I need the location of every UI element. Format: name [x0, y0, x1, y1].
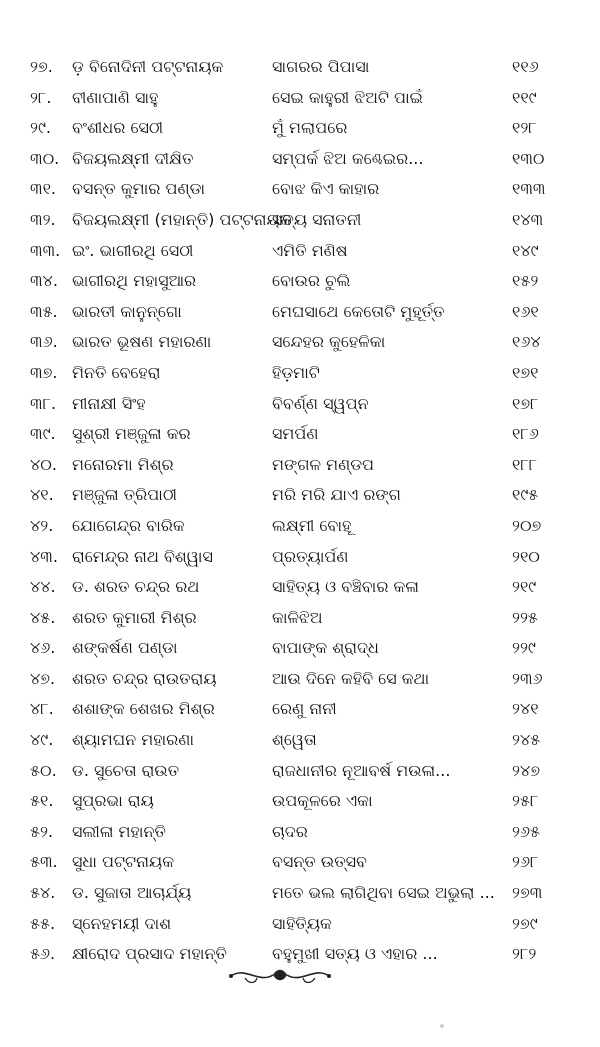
entry-title: କାଳିଝିଅ [272, 607, 323, 627]
entry-page-number: ୧୮୬ [512, 424, 539, 444]
entry-title: ଆଉ ଦିନେ କହିବି ସେ କଥା [272, 668, 430, 688]
entry-author: ଶରତ କୁମାରୀ ମିଶ୍ର [72, 607, 197, 627]
entry-page-number: ୨୪୧ [512, 699, 539, 719]
toc-entry [0, 603, 600, 634]
toc-entry [0, 480, 600, 511]
toc-entry [0, 909, 600, 940]
entry-number: ୨୯. [30, 118, 52, 138]
entry-page-number: ୨୦୭ [512, 515, 542, 535]
entry-author: ଯୋଗେନ୍ଦ୍ର ବାରିକ [72, 515, 185, 535]
entry-title: ଉପକୂଳରେ ଏକା [272, 791, 373, 811]
entry-number: ୩୩. [30, 240, 61, 260]
toc-entry [0, 725, 600, 756]
entry-number: ୪୩. [30, 546, 58, 566]
entry-title: ସମର୍ପଣ [272, 424, 319, 444]
toc-entry [0, 786, 600, 817]
toc-entry [0, 144, 600, 175]
entry-author: ବସନ୍ତ କୁମାର ପଣ୍ଡା [72, 179, 206, 199]
entry-title: ମଙ୍ଗଳ ମଣ୍ଡପ [272, 454, 375, 474]
entry-author: ବୀଣାପାଣି ସାହୁ [72, 87, 159, 107]
entry-title: ସତ୍ୟ ସନାତନୀ [272, 209, 362, 229]
entry-number: ୪୫. [30, 607, 56, 627]
entry-page-number: ୨୬୫ [512, 821, 541, 841]
entry-page-number: ୨୧୯ [512, 577, 537, 597]
entry-page-number: ୧୩୩ [512, 179, 546, 199]
entry-page-number: ୧୯୫ [512, 485, 539, 505]
toc-entry [0, 847, 600, 878]
entry-title: ପ୍ରତ୍ୟାର୍ପଣ [272, 546, 349, 566]
entry-page-number: ୨୮୨ [512, 944, 537, 964]
entry-page-number: ୨୭୯ [512, 913, 538, 933]
entry-page-number: ୧୧୯ [512, 87, 537, 107]
entry-number: ୫୫. [30, 913, 56, 933]
entry-page-number: ୨୭୩ [512, 883, 543, 903]
entry-number: ୫୧. [30, 791, 54, 811]
entry-number: ୫୪. [30, 883, 56, 903]
entry-title: ସାଗରର ପିପାସା [272, 57, 370, 76]
toc-entry [0, 756, 600, 787]
entry-page-number: ୨୬୮ [512, 852, 539, 872]
toc-entry [0, 572, 600, 603]
entry-title: ବହୁମୁଖୀ ସତ୍ୟ ଓ ଏହାର ... [272, 944, 438, 964]
entry-author: ଶଶାଙ୍କ ଶେଖର ମିଶ୍ର [72, 699, 215, 719]
entry-page-number: ୨୪୭ [512, 760, 541, 780]
entry-author: ବଂଶୀଧର ସେଠୀ [72, 118, 164, 138]
entry-author: ଭାରତ ଭୂଷଣ ମହାରଣା [72, 332, 212, 352]
entry-page-number: ୧୨୮ [512, 118, 537, 138]
toc-entry [0, 205, 600, 236]
entry-title: ସମ୍ପର୍କ ଝିଅ କଣ୍ଢେଇର... [272, 148, 424, 168]
entry-number: ୫୨. [30, 821, 54, 841]
entry-author: ବିଜୟଲକ୍ଷ୍ମୀ ଦୀକ୍ଷିତ [72, 148, 194, 168]
entry-page-number: ୨୧୦ [512, 546, 540, 566]
entry-author: ମୀନାକ୍ଷୀ ସିଂହ [72, 393, 146, 413]
entry-title: ସାହିତ୍ୟିକ [272, 913, 332, 933]
toc-entry [0, 389, 600, 420]
toc-entry [0, 297, 600, 328]
toc-entry [0, 817, 600, 848]
toc-entry [0, 174, 600, 205]
toc-entry [0, 450, 600, 481]
toc-entry [0, 419, 600, 450]
entry-author: ଡ. ସୁଚେତା ରାଉତ [72, 760, 180, 780]
entry-author: ଶ୍ୟାମଘନ ମହାରଣା [72, 730, 195, 750]
entry-page-number: ୧୭୮ [512, 393, 539, 413]
entry-number: ୪୯. [30, 730, 54, 750]
entry-page-number: ୨୨୯ [512, 638, 536, 658]
entry-author: ସଲୀଳା ମହାନ୍ତି [72, 821, 166, 841]
entry-title: ଶ୍ୱେତା [272, 730, 317, 750]
entry-author: କ୍ଷୀରୋଦ ପ୍ରସାଦ ମହାନ୍ତି [72, 944, 227, 964]
entry-number: ୪୭. [30, 668, 56, 688]
entry-page-number: ୧୪୩ [512, 209, 544, 229]
entry-title: ସାହିତ୍ୟ ଓ ବଞ୍ଚିବାର କଳା [272, 577, 419, 597]
toc-entry [0, 511, 600, 542]
entry-number: ୪୮. [30, 699, 54, 719]
toc-entry [0, 878, 600, 909]
ornament-divider-icon [225, 962, 335, 988]
toc-entry [0, 266, 600, 297]
entry-page-number: ୧୬୪ [512, 332, 541, 352]
entry-title: ରାଜଧାନୀର ନୂଆବର୍ଷ ମଉଳା... [272, 760, 451, 780]
entry-page-number: ୧୫୨ [512, 271, 539, 291]
entry-number: ୨୭. [30, 57, 53, 76]
entry-title: ବିବର୍ଣ୍ଣ ସ୍ୱପ୍ନ [272, 393, 369, 413]
entry-author: ଡ. ସୁଜାତା ଆଚାର୍ଯ୍ୟ [72, 883, 192, 903]
table-of-contents [0, 52, 600, 970]
entry-title: ବୋଝ କିଏ କାହାର [272, 179, 380, 199]
entry-author: ଶରତ ଚନ୍ଦ୍ର ରାଉତରାୟ [72, 668, 217, 688]
toc-entry [0, 664, 600, 695]
entry-author: ଶଙ୍କର୍ଷଣ ପଣ୍ଡା [72, 638, 178, 658]
entry-title: ଚାଦର [272, 821, 308, 841]
entry-author: ସୁପ୍ରଭା ରାୟ [72, 791, 154, 811]
entry-author: ସୁଧା ପଟ୍ଟନାୟକ [72, 852, 175, 872]
entry-number: ୪୨. [30, 515, 54, 535]
toc-entry [0, 52, 600, 83]
entry-page-number: ୧୬୧ [512, 301, 539, 321]
entry-author: ଇଂ. ଭାଗୀରଥି ସେଠୀ [72, 240, 194, 260]
entry-author: ଭାରତୀ କାନୁନ୍‌ଗୋ [72, 301, 182, 321]
entry-author: ବିଜୟଲକ୍ଷ୍ମୀ (ମହାନ୍ତି) ପଟ୍ଟନାୟକ [72, 209, 292, 229]
entry-number: ୩୪. [30, 271, 58, 291]
entry-author: ମଞ୍ଜୁଳା ତ୍ରିପାଠୀ [72, 485, 177, 505]
entry-number: ୪୧. [30, 485, 54, 505]
entry-number: ୫୬. [30, 944, 56, 964]
entry-number: ୪୪. [30, 577, 56, 597]
entry-number: ୩୦. [30, 148, 60, 168]
entry-author: ଡ. ଶରତ ଚନ୍ଦ୍ର ରଥ [72, 577, 200, 597]
entry-page-number: ୧୧୬ [512, 57, 539, 76]
toc-entry [0, 358, 600, 389]
entry-title: ବୋଉର ଚୁଲି [272, 271, 351, 291]
entry-number: ୩୮. [30, 393, 57, 413]
toc-entry [0, 327, 600, 358]
entry-title: ମୁଁ ମଲାପରେ [272, 118, 348, 138]
entry-page-number: ୧୩୦ [512, 148, 545, 168]
entry-number: ୫୦. [30, 760, 57, 780]
entry-author: ମନୋରମା ମିଶ୍ର [72, 454, 174, 474]
entry-title: ଲକ୍ଷ୍ମୀ ବୋହୂ [272, 515, 352, 535]
toc-entry [0, 236, 600, 267]
entry-title: ବାପାଙ୍କ ଶ୍ରାଦ୍ଧ [272, 638, 379, 658]
entry-title: ରେଣୁ ନାନୀ [272, 699, 337, 719]
entry-number: ୩୯. [30, 424, 56, 444]
entry-number: ୪୦. [30, 454, 57, 474]
entry-number: ୪୬. [30, 638, 56, 658]
entry-number: ୩୧. [30, 179, 56, 199]
entry-title: ବସନ୍ତ ଉତ୍ସବ [272, 852, 367, 872]
entry-page-number: ୧୭୧ [512, 362, 539, 382]
entry-author: ସୁଶ୍ରୀ ମଞ୍ଜୁଳା କର [72, 424, 191, 444]
toc-entry [0, 113, 600, 144]
entry-author: ରାମେନ୍ଦ୍ର ନାଥ ବିଶ୍ୱାସ [72, 546, 213, 566]
entry-number: ୩୭. [30, 362, 58, 382]
entry-author: ମିନତି ବେହେରା [72, 362, 161, 382]
entry-page-number: ୨୩୬ [512, 668, 543, 688]
entry-page-number: ୨୫୮ [512, 791, 539, 811]
entry-author: ଭାଗୀରଥି ମହାସୁଆର [72, 271, 197, 291]
scan-speck [440, 1024, 444, 1028]
entry-page-number: ୨୨୫ [512, 607, 538, 627]
entry-title: ମେଘସାଥେ କେତୋଟି ମୁହୂର୍ତ୍ତ [272, 301, 445, 321]
toc-entry [0, 694, 600, 725]
entry-number: ୩୨. [30, 209, 56, 229]
entry-number: ୫୩. [30, 852, 58, 872]
toc-entry [0, 83, 600, 114]
toc-entry [0, 542, 600, 573]
entry-number: ୨୮. [30, 87, 52, 107]
entry-title: ମତେ ଭଲ ଲାଗିଥିବା ସେଇ ଅଭୁଲା ... [272, 883, 495, 903]
entry-title: ଏମିତି ମଣିଷ [272, 240, 348, 260]
entry-title: ସନ୍ଦେହର କୁହେଳିକା [272, 332, 386, 352]
entry-title: ହିଡ଼ମାଟି [272, 362, 320, 382]
entry-page-number: ୨୪୫ [512, 730, 541, 750]
entry-title: ସେଇ କାହୁରୀ ଝିଅଟି ପାଇଁ [272, 87, 423, 107]
entry-number: ୩୬. [30, 332, 58, 352]
entry-author: ଡ଼ ବିନୋଦିନୀ ପଟ୍ଟନାୟକ [72, 57, 224, 76]
entry-title: ମରି ମରି ଯାଏ ରଙ୍ଗ [272, 485, 401, 505]
entry-author: ସ୍ନେହମୟୀ ଦାଶ [72, 913, 172, 933]
entry-page-number: ୧୪୯ [512, 240, 539, 260]
entry-number: ୩୫. [30, 301, 58, 321]
entry-page-number: ୧୮୮ [512, 454, 538, 474]
toc-entry [0, 633, 600, 664]
